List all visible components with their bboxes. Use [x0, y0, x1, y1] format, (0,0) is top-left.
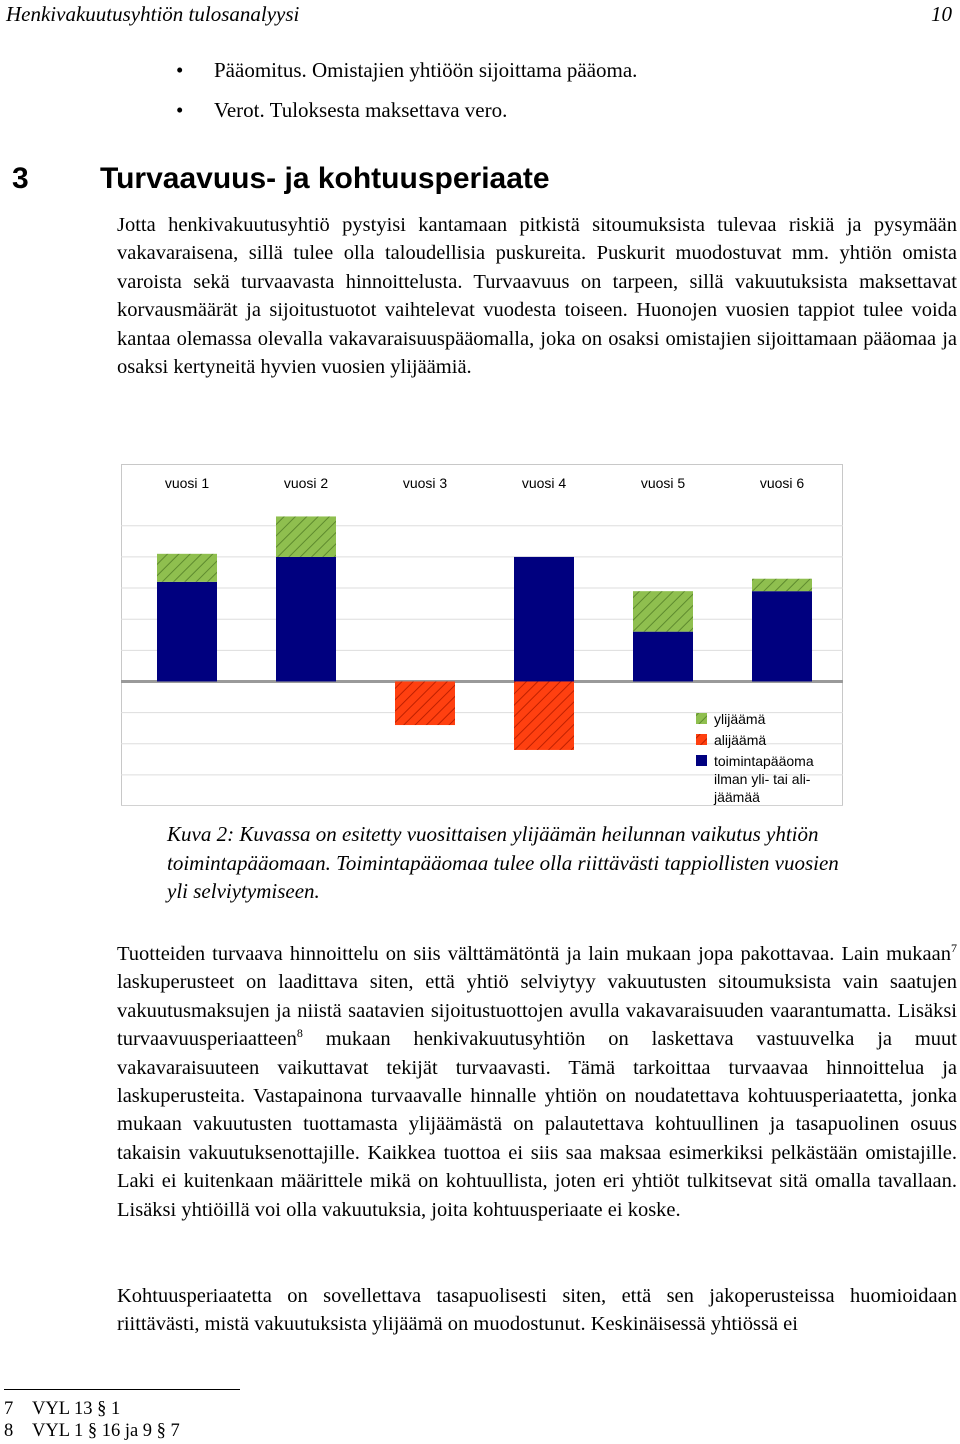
- category-label: vuosi 3: [402, 475, 448, 491]
- running-header-title: Henkivakuutusyhtiön tulosanalyysi: [6, 2, 300, 26]
- bullet-item: • Verot. Tuloksesta maksettava vero.: [176, 96, 876, 136]
- section-title: Turvaavuus- ja kohtuusperiaate: [100, 162, 550, 195]
- footnote-8: [4, 1420, 180, 1442]
- legend-swatch-deficit: [696, 734, 707, 745]
- bar-surplus-2: [276, 516, 336, 556]
- legend-label-surplus: ylijäämä: [714, 711, 766, 727]
- bar-capital-5: [633, 632, 693, 682]
- paragraph-pricing-part3: mukaan henkivakuutusyhtiön on laskettava vastuuvelka ja muut vakavaraisuuteen vaikuttavat tekijät turvaavasti. Tämä tarkoittaa turvaavaa hinnoittelua ja laskuperusteita. Vastapainona turvaavalle hinnalle yhtiön on noudatettava kohtuusperiaatetta, jonka mukaan vakuutusten tuottamasta ylijäämästä on palautettava kohtuullinen ja tasapuolinen osuus takaisin vakuutuksenottajille. Kaikkea tuottoa ei siis saa maksaa esimerkiksi pelkästään omistajille. Laki ei kuitenkaan määrittele mikä on kohtuullista, joten eri yhtiöt tulkitsevat sitä omalla tavallaan. Lisäksi yhtiöillä voi olla vakuutuksia, joita kohtuusperiaate ei koske.: [117, 1028, 957, 1221]
- legend-label-capital-line2: ilman yli- tai ali-: [714, 771, 811, 787]
- chart-legend: [696, 711, 814, 805]
- category-label: vuosi 5: [640, 475, 686, 491]
- legend-swatch-surplus: [696, 713, 707, 724]
- footnote-divider: [4, 1389, 240, 1390]
- footnote-text: VYL 13 § 1: [32, 1399, 121, 1419]
- bullet-item: • Pääomitus. Omistajien yhtiöön sijoittama pääoma.: [176, 56, 876, 96]
- legend-label-capital-line3: jäämää: [714, 789, 760, 805]
- section-number: 3: [12, 162, 29, 195]
- category-label: vuosi 6: [759, 475, 805, 491]
- bar-surplus-6: [752, 579, 812, 591]
- page-number: 10: [931, 2, 952, 26]
- paragraph-pricing: [117, 940, 957, 1224]
- bullet-list: [176, 56, 876, 136]
- footnote-ref-8: 8: [296, 1026, 303, 1041]
- footnote-text: VYL 1 § 16 ja 9 § 7: [32, 1421, 180, 1441]
- paragraph-intro: Jotta henkivakuutusyhtiö pystyisi kantamaan pitkistä sitoumuksista tulevaa riskiä ja pysymään vakavaraisena, sillä tulee olla taloudellisia puskureita. Puskurit muodostuvat mm. yhtiön omista varoista sekä turvaavasta hinnoittelusta. Turvaavuus on tarpeen, sillä vakuutuksista maksettavat korvausmäärät ja sijoitustuotot vaihtelevat vuodesta toiseen. Huonojen vuosien tappiot tulee voida kantaa olemassa olevalla vakavaraisuuspääomalla, joka on osaksi omistajien sijoittamaan pääomaa ja osaksi kertyneitä hyvien vuosien ylijäämiä.: [117, 214, 957, 379]
- bar-deficit-4: [514, 681, 574, 749]
- bar-surplus-1: [157, 554, 217, 582]
- bar-capital-1: [157, 582, 217, 682]
- legend-label-capital-line1: toimintapääoma: [714, 753, 814, 769]
- figure-caption: Kuva 2: Kuvassa on esitetty vuosittaisen ylijäämän heilunnan vaikutus yhtiön toimintapääomaan. Toimintapääomaa tulee olla riittävästi tappiollisten vuosien yli selviytymiseen.: [167, 822, 839, 903]
- category-label: vuosi 1: [164, 475, 210, 491]
- category-label: vuosi 2: [283, 475, 329, 491]
- bar-deficit-3: [395, 681, 455, 725]
- bar-capital-6: [752, 591, 812, 681]
- footnote-number: 8: [4, 1421, 14, 1441]
- stacked-bar-chart: [121, 464, 843, 806]
- paragraph-fairness: Kohtuusperiaatetta on sovellettava tasapuolisesti siten, että sen jakoperusteissa huomioidaan riittävästi, mistä vakuutuksista ylijäämä on muodostunut. Keskinäisessä yhtiössä ei: [117, 1285, 957, 1336]
- legend-label-deficit: alijäämä: [714, 732, 767, 748]
- category-label: vuosi 4: [521, 475, 567, 491]
- section-heading: [12, 162, 550, 196]
- bar-capital-2: [276, 557, 336, 682]
- footnote-number: 7: [4, 1399, 14, 1419]
- footnote-ref-7: 7: [951, 941, 957, 956]
- bar-capital-4: [514, 557, 574, 682]
- footnote-7: [4, 1398, 120, 1420]
- paragraph-pricing-part1: Tuotteiden turvaava hinnoittelu on siis välttämätöntä ja lain mukaan jopa pakottavaa. Lain mukaan: [117, 943, 951, 965]
- paragraph-pricing-part2: laskuperusteet on laadittava siten, että yhtiö selviytyy vakuutusten sitoumuksista vain saatujen vakuutusmaksujen ja niistä saatavien sijoitustuottojen avulla vakavaraisuuden vaarantumatta. Lisäksi turvaavuusperiaatteen: [117, 971, 957, 1051]
- bar-surplus-5: [633, 591, 693, 631]
- legend-swatch-capital: [696, 755, 707, 766]
